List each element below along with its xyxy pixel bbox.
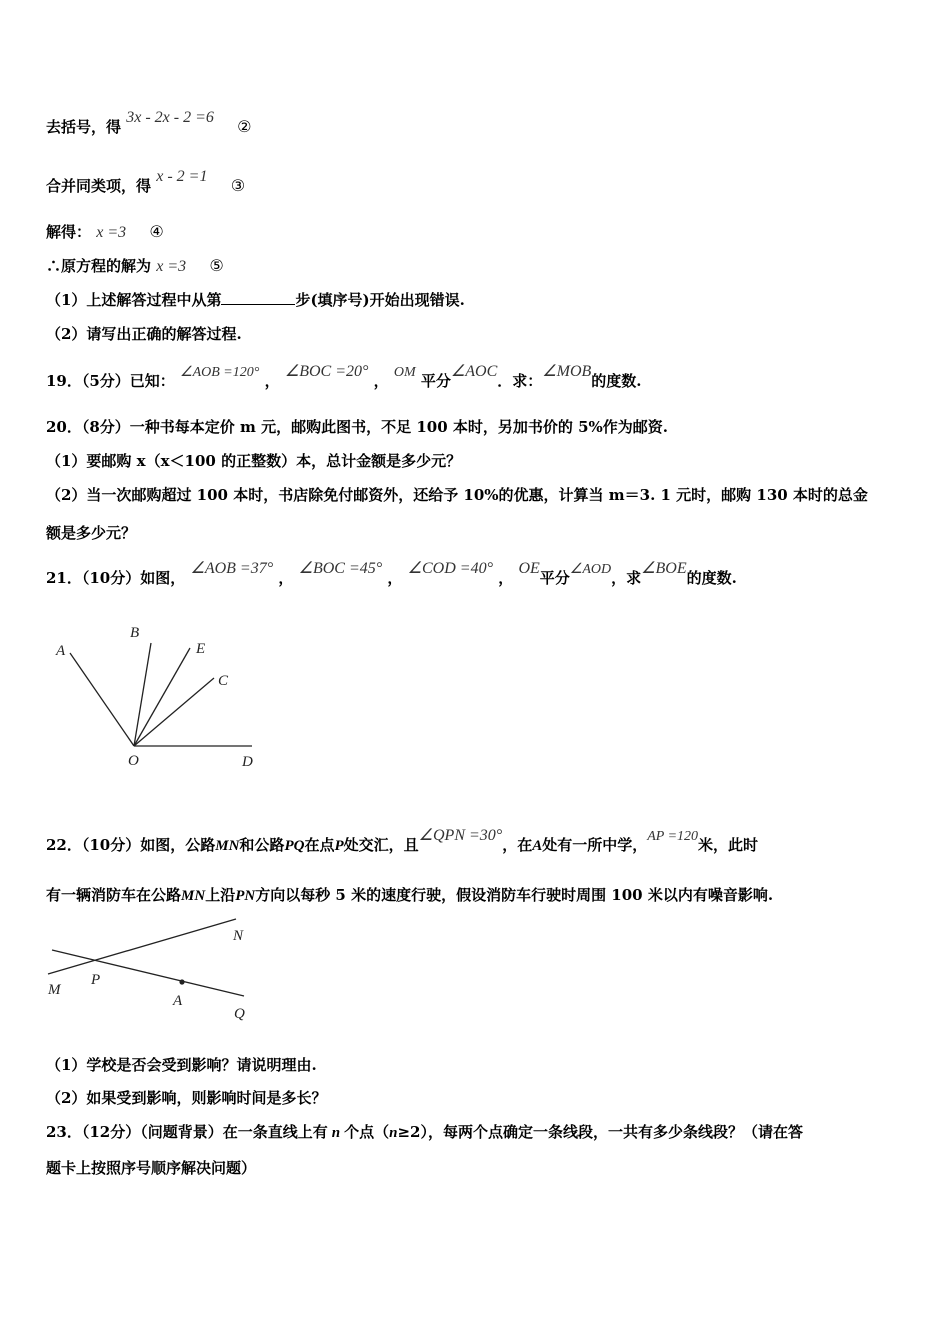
step-5-equation: x =3 xyxy=(156,258,187,275)
label-q: Q xyxy=(234,1006,245,1022)
step-3-equation: x - 2 =1 xyxy=(156,168,208,185)
q22-line2 xyxy=(46,884,773,905)
q22-angle-qpn: ∠QPN =30° xyxy=(418,827,503,844)
q19-comma: ， xyxy=(264,372,280,390)
step-3 xyxy=(46,168,246,196)
q23-text: 23．（12分）（问题背景）在一条直线上有 xyxy=(46,1123,328,1141)
q22-road-mn: MN xyxy=(181,888,206,904)
label-m: M xyxy=(48,982,61,998)
step-2-number: ② xyxy=(237,117,252,136)
q19-angle-mob: ∠MOB xyxy=(542,363,592,380)
q23-n: n xyxy=(389,1125,398,1141)
answer-blank[interactable] xyxy=(221,290,295,305)
q22-part2-text: （2）如果受到影响，则影响时间是多长？ xyxy=(46,1089,327,1107)
q20-part2-text: （2）当一次邮购超过 100 本时，书店除免付邮资外，还给予 10%的优惠，计算当 m＝3. 1 元时，邮购 130 本时的总金 xyxy=(46,486,868,504)
q22-distance-ap: AP =120 xyxy=(647,829,699,844)
step-3-number: ③ xyxy=(230,176,246,195)
q21-comma: ， xyxy=(498,569,514,587)
step-4-number: ④ xyxy=(149,222,164,241)
q22-text: 上沿 xyxy=(205,886,236,904)
label-n: N xyxy=(233,928,244,944)
q22-part2 xyxy=(46,1087,326,1108)
q22-text: 处交汇，且 xyxy=(343,836,419,854)
label-o: O xyxy=(128,753,139,769)
step-4-label: 解得： xyxy=(46,223,92,241)
q23-line2 xyxy=(46,1157,256,1178)
q20-part2-text: 额是多少元？ xyxy=(46,524,137,542)
q22-text: 和公路 xyxy=(239,836,285,854)
q21-text: ，求 xyxy=(611,569,642,587)
q23-text: 个点（ xyxy=(344,1123,390,1141)
label-d: D xyxy=(242,754,253,770)
q22-text: 有一辆消防车在公路 xyxy=(46,886,182,904)
q21-text: 的度数. xyxy=(686,569,737,587)
q19-text: 平分 xyxy=(420,372,451,390)
q19-angle-aoc: ∠AOC xyxy=(450,363,498,380)
q19-comma: ， xyxy=(373,372,389,390)
road-mn xyxy=(48,919,236,974)
label-a: A xyxy=(56,643,66,659)
q21-angle-aob: ∠AOB =37° xyxy=(190,560,274,577)
q18-part2-text: （2）请写出正确的解答过程. xyxy=(46,325,242,343)
q21-angle-cod: ∠COD =40° xyxy=(407,560,493,577)
q21-oe: OE xyxy=(518,560,540,577)
step-4 xyxy=(46,221,164,242)
label-b: B xyxy=(130,625,140,641)
label-c: C xyxy=(218,673,229,689)
q22-point-a: A xyxy=(532,838,543,854)
q22-part1 xyxy=(46,1054,317,1075)
q19-text: 的度数. xyxy=(591,372,642,390)
q22-text: 方向以每秒 5 米的速度行驶，假设消防车行驶时周围 100 米以内有噪音影响. xyxy=(255,886,774,904)
question-22 xyxy=(46,827,759,855)
step-2-label: 去括号，得 xyxy=(46,118,122,136)
q21-comma: ， xyxy=(278,569,294,587)
step-5-label: ∴原方程的解为 xyxy=(46,257,152,275)
q21-head: 21．（10分）如图， xyxy=(46,569,186,587)
q20-part2 xyxy=(46,484,868,505)
q21-comma: ， xyxy=(387,569,403,587)
q20-part1-text: （1）要邮购 x（x＜100 的正整数）本，总计金额是多少元？ xyxy=(46,452,462,470)
q22-text: ，在 xyxy=(502,836,533,854)
q22-text: 米，此时 xyxy=(698,836,759,854)
q19-angle-boc: ∠BOC =20° xyxy=(284,363,369,380)
road-pq xyxy=(52,950,244,996)
q19-head: 19．（5分）已知： xyxy=(46,372,175,390)
step-2-equation: 3x - 2x - 2 =6 xyxy=(126,109,214,126)
question-20 xyxy=(46,416,668,437)
q20-part2-cont xyxy=(46,522,136,543)
step-4-equation: x =3 xyxy=(96,224,127,241)
ray-oa xyxy=(70,653,134,746)
q22-part1-text: （1）学校是否会受到影响？请说明理由. xyxy=(46,1056,317,1074)
q20-part1 xyxy=(46,450,461,471)
q18-part1-after: 步(填序号)开始出现错误. xyxy=(295,291,465,309)
question-19 xyxy=(46,363,642,391)
q18-part1-before: （1）上述解答过程中从第 xyxy=(46,291,222,309)
label-p: P xyxy=(91,972,101,988)
q21-text: 平分 xyxy=(539,569,570,587)
q19-text: ．求： xyxy=(497,372,543,390)
q21-angle-boc: ∠BOC =45° xyxy=(298,560,383,577)
q22-road-pq: PQ xyxy=(284,838,305,854)
q23-n: n xyxy=(331,1125,341,1141)
q22-road-mn: MN xyxy=(215,838,240,854)
q22-road-figure xyxy=(40,912,270,1027)
q18-part2 xyxy=(46,323,242,344)
q20-text: 20．（8分）一种书每本定价 m 元，邮购此图书，不足 100 本时，另加书价的 5%作为邮资. xyxy=(46,418,669,436)
q22-text: 在点 xyxy=(304,836,335,854)
ray-oc xyxy=(134,678,214,746)
step-2 xyxy=(46,109,252,137)
q18-part1 xyxy=(46,289,465,310)
step-5 xyxy=(46,255,224,276)
step-5-number: ⑤ xyxy=(209,256,224,275)
question-23 xyxy=(46,1121,803,1142)
q22-direction-pn: PN xyxy=(235,888,256,904)
q22-text: 22．（10分）如图，公路 xyxy=(46,836,216,854)
step-3-label: 合并同类项，得 xyxy=(46,177,152,195)
question-21 xyxy=(46,560,737,588)
q19-angle-aob: ∠AOB =120° xyxy=(180,365,260,380)
q22-text: 处有一所中学， xyxy=(542,836,648,854)
q23-text: 题卡上按照序号顺序解决问题） xyxy=(46,1159,257,1177)
q19-om: OM xyxy=(393,365,416,380)
label-a: A xyxy=(173,993,183,1009)
q21-angle-aod: ∠AOD xyxy=(569,562,612,577)
label-e: E xyxy=(196,641,206,657)
q22-point-p: P xyxy=(334,838,344,854)
q21-angle-boe: ∠BOE xyxy=(641,560,687,577)
school-point xyxy=(179,979,184,984)
q21-angle-figure xyxy=(40,615,280,785)
q23-text: ≥2），每两个点确定一条线段，一共有多少条线段？（请在答 xyxy=(397,1123,803,1141)
